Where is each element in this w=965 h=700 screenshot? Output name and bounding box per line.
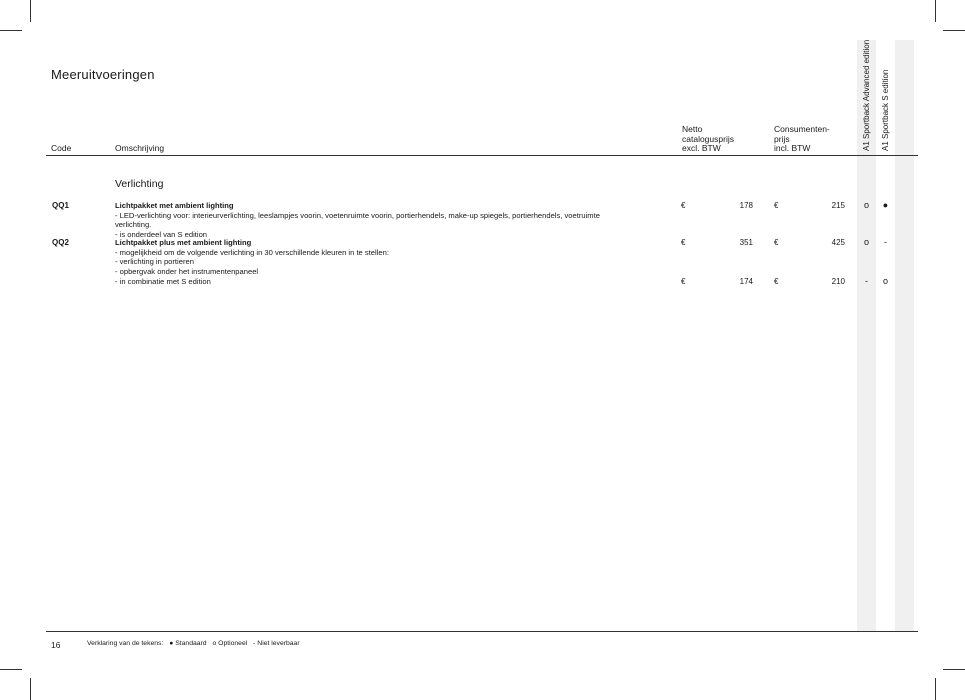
net-price: 174 <box>739 277 753 286</box>
header-consumer-line: Consumenten- <box>774 124 830 134</box>
option-title: Lichtpakket plus met ambient lighting <box>115 238 252 247</box>
currency-symbol: € <box>774 277 779 286</box>
legend-optional: o Optioneel <box>212 640 248 647</box>
currency-symbol: € <box>774 201 779 210</box>
currency-symbol: € <box>774 238 779 247</box>
option-detail: - opbergvak onder het instrumentenpaneel <box>115 266 259 276</box>
header-edition-advanced: A1 Sportback Advanced edition <box>862 39 871 151</box>
header-edition-s: A1 Sportback S edition <box>881 69 890 151</box>
option-code: QQ2 <box>52 238 69 247</box>
currency-symbol: € <box>681 238 686 247</box>
header-description: Omschrijving <box>115 143 165 153</box>
header-divider <box>46 155 918 156</box>
option-detail: - verlichting in portieren <box>115 257 194 267</box>
option-code: QQ1 <box>52 201 69 210</box>
net-price: 351 <box>739 238 753 247</box>
availability-advanced: - <box>865 276 868 286</box>
currency-symbol: € <box>681 201 686 210</box>
option-title: Lichtpakket met ambient lighting <box>115 201 234 210</box>
consumer-price: 425 <box>831 238 845 247</box>
header-code: Code <box>51 143 72 153</box>
consumer-price: 215 <box>831 201 845 210</box>
legend-unavailable: - Niet leverbaar <box>253 640 300 647</box>
page-title: Meeruitvoeringen <box>51 67 155 82</box>
header-consumer-price <box>774 125 830 154</box>
option-description <box>115 277 655 287</box>
header-net-line: Netto <box>682 124 703 134</box>
option-detail: - in combinatie met S edition <box>115 277 211 286</box>
option-description <box>115 201 655 239</box>
legend-label: Verklaring van de tekens: <box>87 640 164 647</box>
availability-s: - <box>884 237 887 247</box>
crop-mark <box>935 0 936 22</box>
currency-symbol: € <box>681 277 686 286</box>
legend <box>87 640 304 647</box>
availability-advanced: o <box>863 237 869 247</box>
option-detail: - LED-verlichting voor: interieurverlichting, leeslampjes voorin, voetenruimte voorin, portierhendels, make-up spiegels, portierhendels, voetruimte verlichting. <box>115 210 600 230</box>
crop-mark <box>0 30 22 31</box>
header-consumer-line: prijs <box>774 133 790 144</box>
crop-mark <box>30 678 31 700</box>
crop-mark <box>943 669 965 670</box>
edition-column-band <box>895 40 914 631</box>
header-consumer-line: incl. BTW <box>774 143 811 153</box>
net-price: 178 <box>739 201 753 210</box>
header-net-line: excl. BTW <box>682 143 721 153</box>
availability-s: ● <box>882 200 889 210</box>
header-net-price <box>682 125 734 154</box>
page-number: 16 <box>51 640 61 650</box>
crop-mark <box>30 0 31 22</box>
option-detail: - mogelijkheid om de volgende verlichting in 30 verschillende kleuren in te stellen: <box>115 247 389 257</box>
legend-standard: ● Standaard <box>169 640 207 647</box>
crop-mark <box>943 30 965 31</box>
crop-mark <box>935 678 936 700</box>
section-heading: Verlichting <box>115 178 164 190</box>
crop-mark <box>0 669 22 670</box>
option-description <box>115 238 655 276</box>
option-detail: - is onderdeel van S edition <box>115 229 208 239</box>
consumer-price: 210 <box>831 277 845 286</box>
footer-divider <box>46 631 918 632</box>
availability-s: o <box>882 276 888 286</box>
header-net-line: catalogusprijs <box>682 133 734 144</box>
availability-advanced: o <box>863 200 869 210</box>
